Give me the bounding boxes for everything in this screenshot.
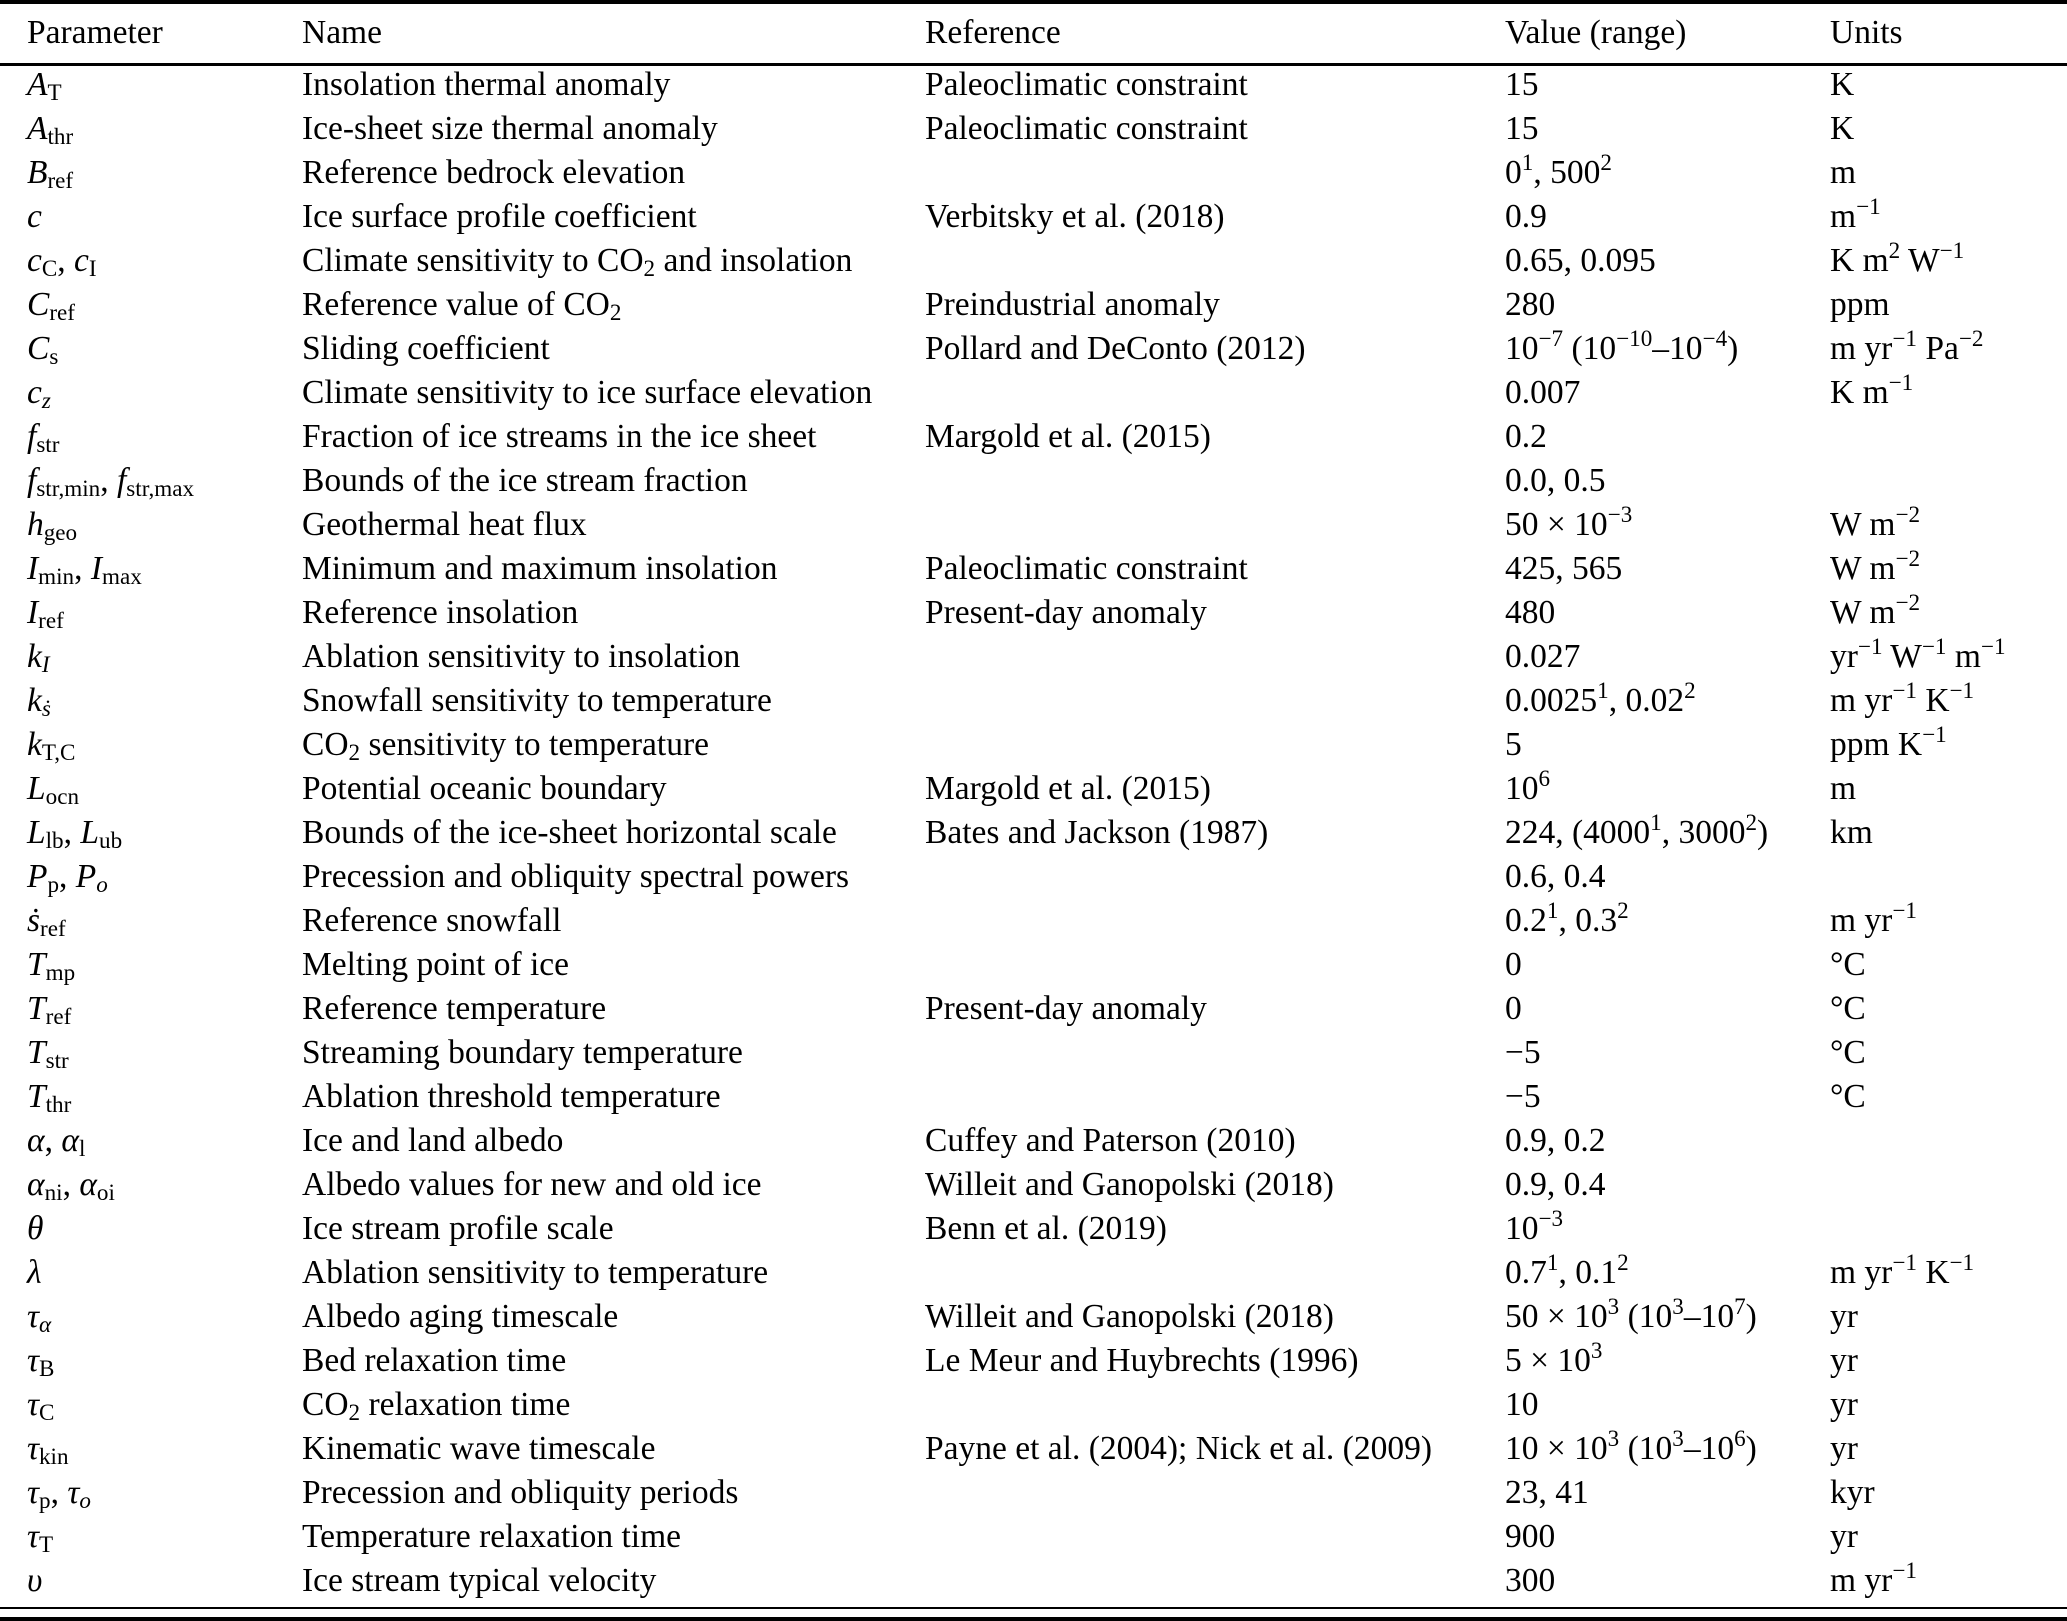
table-row [0, 547, 2067, 591]
table-row [0, 1339, 2067, 1383]
units-cell: °C [1830, 945, 1866, 983]
table-row [0, 679, 2067, 723]
table-row [0, 1207, 2067, 1251]
value-cell: 900 [1505, 1517, 1556, 1555]
parameter-cell: $f_{str}$ [27, 417, 60, 457]
name-cell: Ablation sensitivity to temperature [302, 1253, 769, 1291]
name-cell: Streaming boundary temperature [302, 1033, 743, 1071]
column-header-reference: Reference [925, 14, 1061, 52]
table-row [0, 987, 2067, 1031]
parameter-cell: $C_{ref}$ [27, 285, 76, 325]
parameter-cell: c [27, 197, 42, 235]
reference-cell: Cuffey and Paterson (2010) [925, 1121, 1296, 1159]
reference-cell [925, 1559, 1505, 1603]
reference-cell [925, 899, 1505, 943]
units-cell: ppm $K^{-1}$ [1830, 721, 1947, 763]
table-row [0, 1559, 2067, 1603]
name-cell: Ablation sensitivity to insolation [302, 637, 741, 675]
table-row [0, 635, 2067, 679]
units-cell: m $yr^{-1}$ [1830, 897, 1917, 939]
units-cell [1830, 1163, 2067, 1207]
name-cell: Snowfall sensitivity to temperature [302, 681, 772, 719]
parameter-cell: $\tau_p$, $\tau_o$ [27, 1473, 91, 1513]
reference-cell [925, 459, 1505, 503]
parameter-cell: $\tau_C$ [27, 1385, 55, 1425]
parameter-cell: $c_C$, $c_I$ [27, 241, 97, 281]
value-cell: 425, 565 [1505, 549, 1623, 587]
units-cell: m $yr^{-1}$ $K^{-1}$ [1830, 1249, 1975, 1291]
table-bottom-thick-rule [0, 1617, 2067, 1621]
units-cell: W $m^{-2}$ [1830, 545, 1921, 587]
units-cell: W $m^{-2}$ [1830, 589, 1921, 631]
parameter-cell: $I_{min}$, $I_{max}$ [27, 549, 142, 589]
table-row [0, 195, 2067, 239]
table-row [0, 1251, 2067, 1295]
units-cell: K [1830, 109, 1855, 147]
table-row [0, 899, 2067, 943]
reference-cell [925, 503, 1505, 547]
column-header-units: Units [1830, 14, 1903, 52]
value-cell: $10^{-3}$ [1505, 1205, 1564, 1247]
name-cell: Bounds of the ice-sheet horizontal scale [302, 813, 837, 851]
reference-cell [925, 943, 1505, 987]
name-cell: Melting point of ice [302, 945, 570, 983]
name-cell: Precession and obliquity spectral powers [302, 857, 850, 895]
reference-cell [925, 855, 1505, 899]
units-cell: m $yr^{-1}$ $Pa^{-2}$ [1830, 325, 1984, 367]
value-cell: 15 [1505, 109, 1539, 147]
value-cell: 0.0, 0.5 [1505, 461, 1606, 499]
parameter-cell: $T_{thr}$ [27, 1077, 72, 1117]
parameter-cell: $c_z$ [27, 373, 51, 413]
parameter-cell: $C_s$ [27, 329, 59, 369]
column-header-name: Name [302, 14, 382, 52]
value-cell: −5 [1505, 1077, 1541, 1115]
reference-cell: Present-day anomaly [925, 989, 1207, 1027]
parameter-cell: $L_{ocn}$ [27, 769, 80, 809]
units-cell: yr [1830, 1385, 1858, 1423]
value-cell: $5 \times 10^3$ [1505, 1337, 1603, 1379]
table-row [0, 283, 2067, 327]
reference-cell [925, 1075, 1505, 1119]
value-cell: $50 \times 10^{-3}$ [1505, 501, 1633, 543]
parameter-cell: α, $\alpha_l$ [27, 1121, 86, 1161]
table-row [0, 107, 2067, 151]
reference-cell [925, 151, 1505, 195]
units-cell [1830, 459, 2067, 503]
name-cell: $CO_2$ relaxation time [302, 1385, 571, 1425]
units-cell: m $yr^{-1}$ $K^{-1}$ [1830, 677, 1975, 719]
name-cell: Albedo aging timescale [302, 1297, 619, 1335]
value-cell: 280 [1505, 285, 1556, 323]
units-cell: yr [1830, 1429, 1858, 1467]
name-cell: Climate sensitivity to $CO_2$ and insolation [302, 241, 853, 281]
name-cell: Geothermal heat flux [302, 505, 587, 543]
units-cell: $m^{-1}$ [1830, 193, 1881, 235]
units-cell [1830, 1119, 2067, 1163]
table-row [0, 1163, 2067, 1207]
parameter-cell: $L_{lb}$, $L_{ub}$ [27, 813, 123, 853]
reference-cell: Paleoclimatic constraint [925, 549, 1248, 587]
name-cell: Potential oceanic boundary [302, 769, 667, 807]
header-separator-rule [0, 63, 2067, 66]
name-cell: Reference value of $CO_2$ [302, 285, 622, 325]
name-cell: Bounds of the ice stream fraction [302, 461, 748, 499]
name-cell: $CO_2$ sensitivity to temperature [302, 725, 709, 765]
table-row [0, 1383, 2067, 1427]
reference-cell: Pollard and DeConto (2012) [925, 329, 1306, 367]
value-cell: 0.65, 0.095 [1505, 241, 1656, 279]
units-cell: °C [1830, 1033, 1866, 1071]
reference-cell [925, 679, 1505, 723]
reference-cell: Willeit and Ganopolski (2018) [925, 1297, 1334, 1335]
table-row [0, 1515, 2067, 1559]
units-cell: km [1830, 813, 1873, 851]
table-body [0, 63, 2067, 1603]
units-cell: $yr^{-1}$ $W^{-1}$ $m^{-1}$ [1830, 633, 2006, 675]
value-cell: 0 [1505, 989, 1522, 1027]
parameter-table [0, 4, 2067, 1603]
name-cell: Ice stream profile scale [302, 1209, 614, 1247]
parameter-cell: $A_{thr}$ [27, 109, 74, 149]
value-cell: $0.2^1$, $0.3^2$ [1505, 897, 1629, 939]
reference-cell [925, 1251, 1505, 1295]
reference-cell: Margold et al. (2015) [925, 769, 1211, 807]
name-cell: Precession and obliquity periods [302, 1473, 739, 1511]
value-cell: 300 [1505, 1561, 1556, 1599]
name-cell: Albedo values for new and old ice [302, 1165, 762, 1203]
name-cell: Reference temperature [302, 989, 607, 1027]
name-cell: Reference bedrock elevation [302, 153, 686, 191]
table-row [0, 63, 2067, 107]
name-cell: Reference snowfall [302, 901, 562, 939]
units-cell: K $m^{-1}$ [1830, 369, 1914, 411]
table-row [0, 767, 2067, 811]
parameter-cell: $A_T$ [27, 65, 62, 105]
parameter-cell: $P_p$, $P_o$ [27, 857, 108, 897]
units-cell: m [1830, 769, 1857, 807]
parameter-cell: $T_{str}$ [27, 1033, 69, 1073]
units-cell [1830, 1207, 2067, 1251]
reference-cell: Paleoclimatic constraint [925, 109, 1248, 147]
units-cell: yr [1830, 1517, 1858, 1555]
name-cell: Reference insolation [302, 593, 579, 631]
units-cell: K [1830, 65, 1855, 103]
name-cell: Ablation threshold temperature [302, 1077, 721, 1115]
table-row [0, 415, 2067, 459]
name-cell: Kinematic wave timescale [302, 1429, 656, 1467]
parameter-cell: υ [27, 1561, 43, 1599]
reference-cell: Payne et al. (2004); Nick et al. (2009) [925, 1429, 1432, 1467]
value-cell: $0.7^1$, $0.1^2$ [1505, 1249, 1629, 1291]
name-cell: Insolation thermal anomaly [302, 65, 671, 103]
reference-cell [925, 1031, 1505, 1075]
table-row [0, 1031, 2067, 1075]
value-cell: 0.007 [1505, 373, 1581, 411]
parameter-cell: $T_{mp}$ [27, 945, 76, 985]
reference-cell [925, 1383, 1505, 1427]
value-cell: 0.9, 0.2 [1505, 1121, 1606, 1159]
reference-cell: Le Meur and Huybrechts (1996) [925, 1341, 1359, 1379]
table-row [0, 239, 2067, 283]
value-cell: 480 [1505, 593, 1556, 631]
parameter-cell: $T_{ref}$ [27, 989, 72, 1029]
parameter-cell: $\tau_B$ [27, 1341, 55, 1381]
header-row [0, 4, 2067, 63]
units-cell: m $yr^{-1}$ [1830, 1557, 1917, 1599]
value-cell: 0.027 [1505, 637, 1581, 675]
name-cell: Ice surface profile coefficient [302, 197, 697, 235]
name-cell: Bed relaxation time [302, 1341, 567, 1379]
table-row [0, 1119, 2067, 1163]
reference-cell [925, 1515, 1505, 1559]
reference-cell [925, 371, 1505, 415]
value-cell: 5 [1505, 725, 1522, 763]
units-cell: kyr [1830, 1473, 1875, 1511]
units-cell: m [1830, 153, 1857, 191]
value-cell: 10 [1505, 1385, 1539, 1423]
parameter-cell: $k_I$ [27, 637, 50, 677]
name-cell: Ice-sheet size thermal anomaly [302, 109, 718, 147]
reference-cell: Margold et al. (2015) [925, 417, 1211, 455]
table-row [0, 151, 2067, 195]
units-cell: ppm [1830, 285, 1890, 323]
reference-cell [925, 1471, 1505, 1515]
table-row [0, 327, 2067, 371]
parameter-cell: $\tau_{kin}$ [27, 1429, 69, 1469]
value-cell: 0 [1505, 945, 1522, 983]
parameter-cell: $I_{ref}$ [27, 593, 64, 633]
parameter-cell: $\tau_T$ [27, 1517, 54, 1557]
reference-cell: Present-day anomaly [925, 593, 1207, 631]
table-row [0, 943, 2067, 987]
parameter-cell: $\alpha_{ni}$, $\alpha_{oi}$ [27, 1165, 115, 1205]
table-row [0, 503, 2067, 547]
parameter-cell: θ [27, 1209, 44, 1247]
parameter-cell: $B_{ref}$ [27, 153, 74, 193]
value-cell: $0^1$, $500^2$ [1505, 149, 1612, 191]
reference-cell [925, 635, 1505, 679]
units-cell: W $m^{-2}$ [1830, 501, 1921, 543]
parameter-cell: $k_ṡ$ [27, 681, 51, 721]
units-cell: K $m^2$ $W^{-1}$ [1830, 237, 1965, 279]
units-cell: °C [1830, 1077, 1866, 1115]
name-cell: Minimum and maximum insolation [302, 549, 778, 587]
table-row [0, 591, 2067, 635]
table-row [0, 1295, 2067, 1339]
reference-cell: Verbitsky et al. (2018) [925, 197, 1225, 235]
parameter-cell: ṡ$_{ref}$ [27, 901, 66, 941]
name-cell: Temperature relaxation time [302, 1517, 682, 1555]
table-row [0, 1471, 2067, 1515]
table-row [0, 459, 2067, 503]
reference-cell: Preindustrial anomaly [925, 285, 1220, 323]
name-cell: Climate sensitivity to ice surface elevation [302, 373, 873, 411]
column-header-parameter: Parameter [27, 14, 163, 52]
value-cell: −5 [1505, 1033, 1541, 1071]
value-cell: 0.9, 0.4 [1505, 1165, 1606, 1203]
column-header-value-range: Value (range) [1505, 14, 1687, 52]
parameter-cell: $\tau_\alpha$ [27, 1297, 52, 1337]
table-bottom-thin-rule [0, 1607, 2067, 1609]
table-row [0, 1075, 2067, 1119]
units-cell [1830, 855, 2067, 899]
value-cell: $10 \times 10^3$ $(10^3-10^6)$ [1505, 1425, 1757, 1467]
parameter-cell: $k_{T,C}$ [27, 725, 76, 765]
reference-cell [925, 239, 1505, 283]
name-cell: Ice stream typical velocity [302, 1561, 657, 1599]
parameter-cell: $h_{geo}$ [27, 505, 78, 545]
value-cell: $10^{-7}$ $(10^{-10}-10^{-4})$ [1505, 325, 1739, 367]
value-cell: 0.9 [1505, 197, 1547, 235]
table-row [0, 811, 2067, 855]
units-cell: °C [1830, 989, 1866, 1027]
value-cell: 0.2 [1505, 417, 1547, 455]
table-row [0, 855, 2067, 899]
table-row [0, 723, 2067, 767]
reference-cell: Benn et al. (2019) [925, 1209, 1167, 1247]
value-cell: 23, 41 [1505, 1473, 1589, 1511]
reference-cell: Paleoclimatic constraint [925, 65, 1248, 103]
value-cell: 224, (4000$^1$, 3000$^2$) [1505, 809, 1769, 851]
table-row [0, 1427, 2067, 1471]
units-cell [1830, 415, 2067, 459]
table-header [0, 4, 2067, 63]
value-cell: 15 [1505, 65, 1539, 103]
name-cell: Sliding coefficient [302, 329, 550, 367]
name-cell: Ice and land albedo [302, 1121, 564, 1159]
units-cell: yr [1830, 1297, 1858, 1335]
reference-cell: Willeit and Ganopolski (2018) [925, 1165, 1334, 1203]
value-cell: $10^6$ [1505, 765, 1551, 807]
parameter-cell: $f_{str,min}$, $f_{str,max}$ [27, 461, 195, 501]
reference-cell [925, 723, 1505, 767]
value-cell: $50 \times 10^3$ $(10^3-10^7)$ [1505, 1293, 1757, 1335]
reference-cell: Bates and Jackson (1987) [925, 813, 1269, 851]
units-cell: yr [1830, 1341, 1858, 1379]
value-cell: 0.6, 0.4 [1505, 857, 1606, 895]
table-row [0, 371, 2067, 415]
value-cell: 0.0025$^1$, 0.02$^2$ [1505, 677, 1696, 719]
name-cell: Fraction of ice streams in the ice sheet [302, 417, 817, 455]
parameter-cell: λ [27, 1253, 42, 1291]
